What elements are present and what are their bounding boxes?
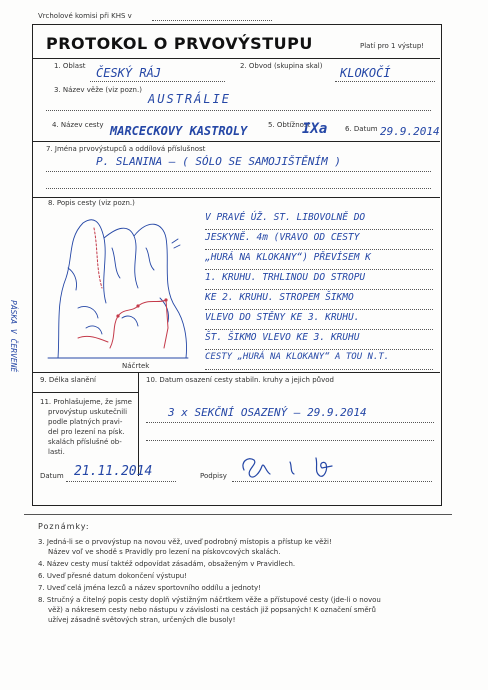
- obtiznost-value[interactable]: IXa: [302, 121, 328, 137]
- desc-rule: [205, 369, 433, 370]
- row9-subdivider: [32, 392, 138, 393]
- row4-divider: [32, 141, 440, 142]
- note-item: užívej zásadně světových stran, určených dle busoly!: [48, 616, 236, 624]
- title-divider: [32, 58, 440, 59]
- nazev-cesty-value[interactable]: MARCECKOVY KASTROLY: [110, 124, 248, 138]
- datum-label: 6. Datum: [345, 125, 378, 133]
- notes-heading: Poznámky:: [38, 522, 90, 531]
- osazeni-line: [146, 422, 434, 423]
- jmena-line-2: [46, 188, 431, 189]
- obvod-line: [335, 81, 435, 82]
- nazev-veze-label: 3. Název věže (viz pozn.): [54, 86, 142, 94]
- note-item: 3. Jedná-li se o prvovýstup na novou věž, uveď podrobný místopis a přístup ke věži!: [38, 538, 332, 546]
- route-line: VLEVO DO STĚNY KE 3. KRUHU.: [205, 312, 360, 323]
- datum2-line: [66, 481, 176, 482]
- note-item: 6. Uveď přesné datum dokončení výstupu!: [38, 572, 188, 580]
- desc-rule: [205, 269, 433, 270]
- datum-value[interactable]: 29.9.2014: [380, 125, 440, 138]
- osazeni-value[interactable]: 3 x SEKČNÍ OSAZENÝ — 29.9.2014: [168, 406, 367, 419]
- oblast-label: 1. Oblast: [54, 62, 86, 70]
- obtiznost-label: 5. Obtížnost: [268, 121, 311, 129]
- route-sketch: [38, 208, 198, 360]
- osazeni-line-2: [146, 440, 434, 441]
- valid-note: Platí pro 1 výstup!: [360, 42, 425, 50]
- page-title: PROTOKOL O PRVOVÝSTUPU: [46, 34, 313, 53]
- desc-rule: [205, 249, 433, 250]
- route-line: JESKYNĚ. 4m (VRAVO OD CESTY: [205, 232, 360, 243]
- route-line: KE 2. KRUHU. STROPEM ŠIKMO: [205, 292, 354, 303]
- desc-rule: [205, 309, 433, 310]
- jmena-label: 7. Jména prvovýstupců a oddílová příslušnost: [46, 145, 206, 153]
- nazev-cesty-label: 4. Název cesty: [52, 121, 104, 129]
- signature: [238, 452, 358, 482]
- note-item: 4. Název cesty musí taktéž odpovídat zásadám, obsaženým v Pravidlech.: [38, 560, 296, 568]
- prohlaseni-line: podle platných pravi-: [48, 418, 123, 426]
- section8-divider: [32, 197, 440, 198]
- delka-label: 9. Délka slanění: [40, 376, 96, 384]
- prohlaseni-line: prvovýstup uskutečnili: [48, 408, 128, 416]
- commission-dotline: [152, 20, 272, 21]
- datum2-label: Datum: [40, 472, 64, 480]
- popis-label: 8. Popis cesty (viz pozn.): [48, 199, 135, 207]
- desc-rule: [205, 349, 433, 350]
- route-line: 1. KRUHU. TRHLINOU DO STROPU: [205, 272, 366, 283]
- osazeni-label: 10. Datum osazení cesty stabiln. kruhy a jejich původ: [146, 376, 334, 384]
- desc-rule: [205, 289, 433, 290]
- route-line: ŠT. ŠIKMO VLEVO KE 3. KRUHU: [205, 332, 360, 343]
- obvod-value[interactable]: KLOKOČÍ: [340, 66, 391, 80]
- jmena-line: [46, 171, 431, 172]
- row9-divider: [32, 372, 440, 373]
- route-line: V PRAVÉ ÚŽ. ST. LIBOVOLNĚ DO: [205, 212, 366, 223]
- col-divider: [138, 372, 139, 476]
- commission-label: Vrcholové komisi při KHS v: [38, 12, 132, 20]
- podpisy-label: Podpisy: [200, 472, 227, 480]
- prohlaseni-line: lasti.: [48, 448, 65, 456]
- note-item: 8. Stručný a čitelný popis cesty doplň výstižným náčrtkem věže a přístupové cesty (jde-li o novou: [38, 596, 381, 604]
- nacrtek-label: Náčrtek: [122, 362, 150, 370]
- desc-rule: [205, 329, 433, 330]
- jmena-value[interactable]: P. SLANINA — ( SÓLO SE SAMOJIŠTĚNÍM ): [96, 155, 342, 168]
- margin-note: PÁSKA V ČERVENÉ: [9, 300, 18, 373]
- note-item: Název voľ ve shodě s Pravidly pro lezení na pískovcových skalách.: [48, 548, 281, 556]
- oblast-value[interactable]: ČESKÝ RÁJ: [96, 66, 162, 80]
- oblast-line: [90, 81, 225, 82]
- desc-rule: [205, 229, 433, 230]
- obvod-label: 2. Obvod (skupina skal): [240, 62, 323, 70]
- nazev-veze-value[interactable]: AUSTRÁLIE: [148, 92, 232, 106]
- prohlaseni-line: del pro lezení na písk.: [48, 428, 125, 436]
- datum2-value[interactable]: 21.11.2014: [74, 464, 153, 479]
- prohlaseni-line: skalách příslušné ob-: [48, 438, 122, 446]
- note-item: věž) a nákresem cesty nebo nástupu v závislosti na cestách již popsaných! K označení směrů: [48, 606, 376, 614]
- route-line: CESTY „HURÁ NA KLOKANY“ A TOU N.T.: [205, 352, 390, 362]
- nazev-veze-line: [46, 110, 431, 111]
- route-line: „HURÁ NA KLOKANY“) PŘEVÍSEM K: [205, 252, 371, 263]
- prohlaseni-line: 11. Prohlašujeme, že jsme: [40, 398, 132, 406]
- note-item: 7. Uveď celá jména lezců a název sportovního oddílu a jednoty!: [38, 584, 261, 592]
- route-sketch-drawing: [38, 208, 198, 360]
